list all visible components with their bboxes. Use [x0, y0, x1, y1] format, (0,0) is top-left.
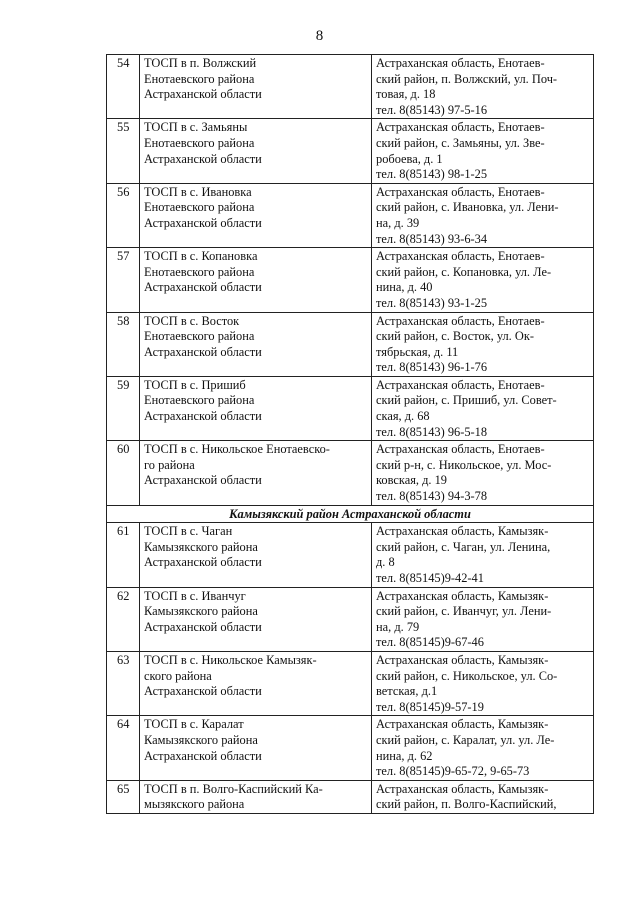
office-address: Астраханская область, Камызяк- ский район, с. Каралат, ул. ул. Ле- нина, д. 62: [376, 717, 555, 763]
office-phone: тел. 8(85143) 94-3-78: [376, 489, 488, 504]
table-row: [107, 651, 594, 715]
office-name: ТОСП в с. Каралат Камызякского района Астраханской области: [140, 716, 372, 780]
row-number: 64: [107, 716, 140, 780]
office-name: ТОСП в п. Волго-Каспийский Ка- мызякского района: [140, 780, 372, 813]
office-phone: тел. 8(85145)9-65-72, 9-65-73: [376, 764, 530, 779]
table-row: [107, 248, 594, 312]
office-name: ТОСП в с. Иванчуг Камызякского района Астраханской области: [140, 587, 372, 651]
table-row: [107, 441, 594, 505]
office-contacts: [372, 119, 594, 183]
row-number: 57: [107, 248, 140, 312]
offices-table: [106, 54, 594, 814]
office-address: Астраханская область, Енотаев- ский район, с. Замьяны, ул. Зве- робоева, д. 1: [376, 120, 545, 166]
office-name: ТОСП в с. Ивановка Енотаевского района Астраханской области: [140, 183, 372, 247]
table-row: [107, 716, 594, 780]
office-name: ТОСП в с. Никольское Камызяк- ского района Астраханской области: [140, 651, 372, 715]
row-number: 56: [107, 183, 140, 247]
office-contacts: [372, 55, 594, 119]
section-title: Камызякский район Астраханской области: [107, 505, 594, 523]
office-phone: тел. 8(85143) 96-5-18: [376, 424, 488, 439]
table-row: [107, 183, 594, 247]
office-address: Астраханская область, Камызяк- ский район, с. Чаган, ул. Ленина, д. 8: [376, 524, 551, 570]
office-phone: тел. 8(85143) 93-6-34: [376, 231, 488, 246]
office-phone: тел. 8(85145)9-42-41: [376, 571, 484, 585]
office-phone: тел. 8(85143) 98-1-25: [376, 167, 488, 182]
office-phone: тел. 8(85145)9-67-46: [376, 635, 484, 650]
office-address: Астраханская область, Камызяк- ский район, с. Никольское, ул. Со- ветская, д.1: [376, 652, 558, 699]
office-name: ТОСП в с. Пришиб Енотаевского района Астраханской области: [140, 376, 372, 440]
row-number: 58: [107, 312, 140, 376]
office-contacts: [372, 716, 594, 780]
office-address: Астраханская область, Камызяк- ский район, с. Иванчуг, ул. Лени- на, д. 79: [376, 588, 552, 634]
office-address: Астраханская область, Енотаев- ский район, с. Пришиб, ул. Совет- ская, д. 68: [376, 377, 557, 424]
office-phone: тел. 8(85145)9-57-19: [376, 699, 484, 714]
office-address: Астраханская область, Камызяк- ский район, п. Волго-Каспийский,: [376, 781, 557, 812]
table-row: [107, 55, 594, 119]
office-contacts: [372, 587, 594, 651]
table-row: [107, 119, 594, 183]
table-row: [107, 780, 594, 813]
office-contacts: [372, 312, 594, 376]
office-name: ТОСП в с. Никольское Енотаевско- го района Астраханской области: [140, 441, 372, 505]
table-row: [107, 312, 594, 376]
row-number: 60: [107, 441, 140, 505]
office-address: Астраханская область, Енотаев- ский район, с. Копановка, ул. Ле- нина, д. 40: [376, 249, 552, 295]
office-contacts: [372, 523, 594, 587]
office-contacts: [372, 183, 594, 247]
row-number: 59: [107, 376, 140, 440]
row-number: 63: [107, 651, 140, 715]
office-address: Астраханская область, Енотаев- ский район, с. Восток, ул. Ок- тябрьская, д. 11: [376, 313, 545, 359]
office-name: ТОСП в с. Чаган Камызякского района Астраханской области: [140, 523, 372, 587]
office-contacts: [372, 780, 594, 813]
office-phone: тел. 8(85143) 96-1-76: [376, 360, 488, 375]
row-number: 54: [107, 55, 140, 119]
office-phone: тел. 8(85143) 97-5-16: [376, 102, 488, 117]
row-number: 65: [107, 780, 140, 813]
section-row: [107, 505, 594, 523]
office-name: ТОСП в с. Замьяны Енотаевского района Астраханской области: [140, 119, 372, 183]
office-name: ТОСП в с. Восток Енотаевского района Астраханской области: [140, 312, 372, 376]
office-address: Астраханская область, Енотаев- ский район, с. Ивановка, ул. Лени- на, д. 39: [376, 184, 559, 230]
row-number: 62: [107, 587, 140, 651]
office-contacts: [372, 376, 594, 440]
page-number: 8: [315, 28, 324, 44]
row-number: 61: [107, 523, 140, 587]
office-name: ТОСП в п. Волжский Енотаевского района Астраханской области: [140, 55, 372, 119]
office-phone: тел. 8(85143) 93-1-25: [376, 295, 488, 310]
table-row: [107, 376, 594, 440]
office-address: Астраханская область, Енотаев- ский район, п. Волжский, ул. Поч- товая, д. 18: [376, 56, 558, 102]
row-number: 55: [107, 119, 140, 183]
office-contacts: [372, 248, 594, 312]
table-row: [107, 523, 594, 587]
office-contacts: [372, 651, 594, 715]
office-contacts: [372, 441, 594, 505]
office-address: Астраханская область, Енотаев- ский р-н, с. Никольское, ул. Мос- ковская, д. 19: [376, 442, 552, 488]
office-name: ТОСП в с. Копановка Енотаевского района Астраханской области: [140, 248, 372, 312]
table-row: [107, 587, 594, 651]
